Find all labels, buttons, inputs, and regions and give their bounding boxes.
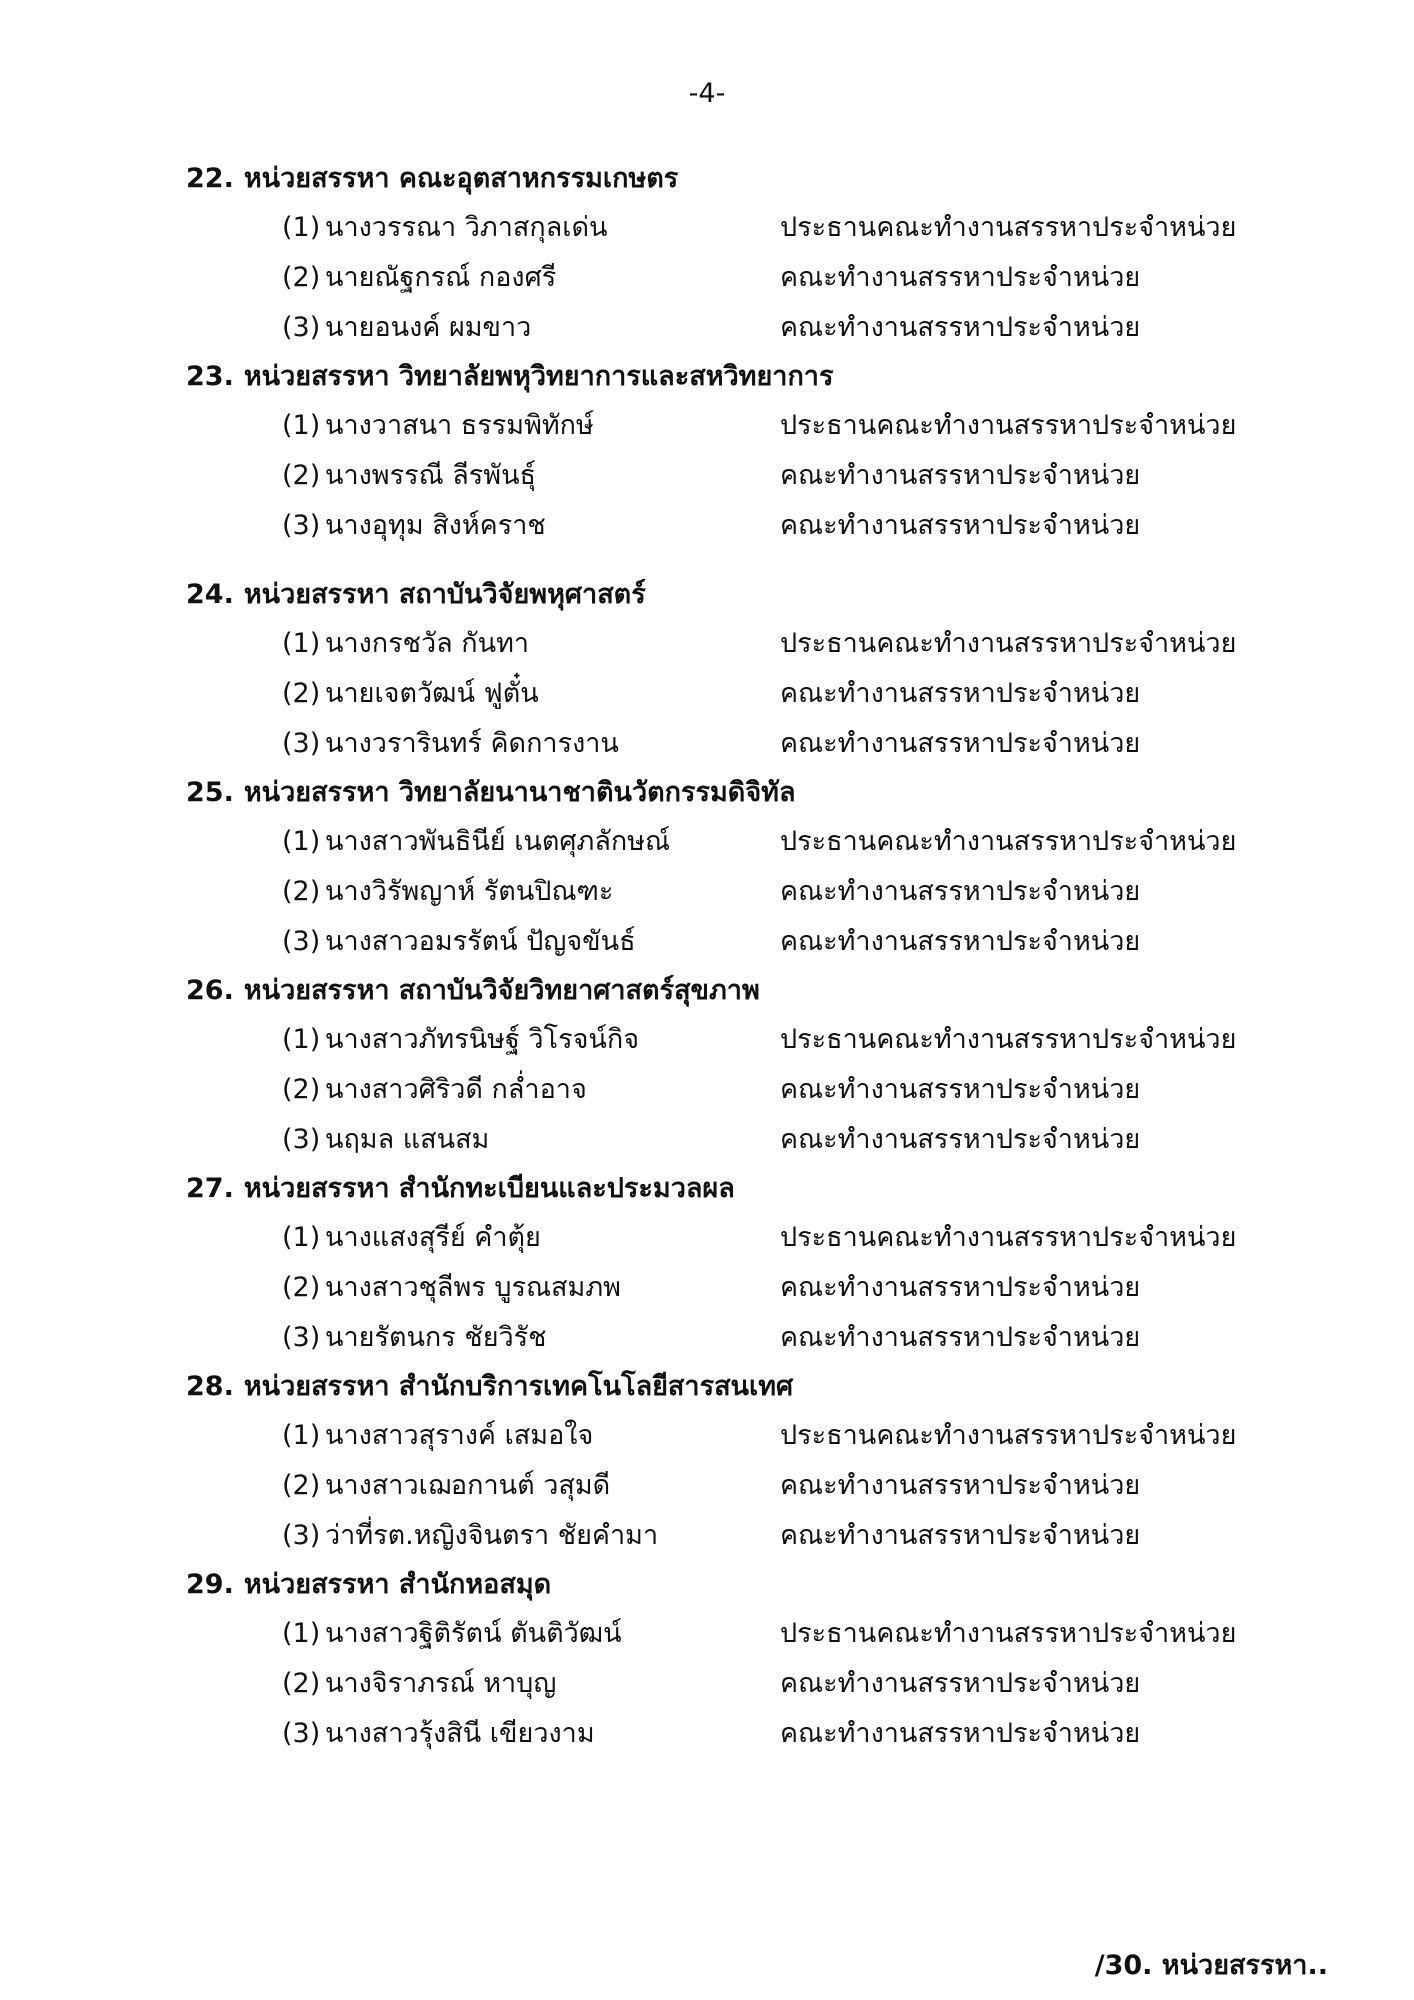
member-name: นางสาวสุรางค์ เสมอใจ — [325, 1420, 594, 1451]
member-index: (1) — [282, 628, 321, 659]
member-name: นฤมล แสนสม — [325, 1124, 490, 1155]
member-name: นางกรชวัล กันทา — [325, 628, 530, 659]
member-role: ประธานคณะทำงานสรรหาประจำหน่วย — [780, 826, 1237, 857]
member-row — [186, 1411, 1326, 1461]
member-name: นางวิรัพญาห์ รัตนปิณฑะ — [325, 876, 614, 907]
section-heading: หน่วยสรรหา สำนักหอสมุด — [243, 1569, 552, 1600]
section-title — [186, 967, 1326, 1015]
member-role: ประธานคณะทำงานสรรหาประจำหน่วย — [780, 1024, 1237, 1055]
member-index: (2) — [282, 1470, 321, 1501]
member-index: (3) — [282, 1520, 321, 1551]
member-row — [186, 1511, 1326, 1561]
section-title — [186, 1561, 1326, 1609]
member-row — [186, 1313, 1326, 1363]
member-role: คณะทำงานสรรหาประจำหน่วย — [780, 678, 1141, 709]
member-index: (1) — [282, 1024, 321, 1055]
member-role: คณะทำงานสรรหาประจำหน่วย — [780, 460, 1141, 491]
section-24 — [186, 571, 1326, 769]
member-row — [186, 817, 1326, 867]
section-27 — [186, 1165, 1326, 1363]
section-title — [186, 1363, 1326, 1411]
member-role: ประธานคณะทำงานสรรหาประจำหน่วย — [780, 1420, 1237, 1451]
section-title — [186, 353, 1326, 401]
section-heading: หน่วยสรรหา สถาบันวิจัยวิทยาศาสตร์สุขภาพ — [243, 975, 760, 1006]
member-index: (3) — [282, 1322, 321, 1353]
member-index: (2) — [282, 262, 321, 293]
section-number: 24. — [186, 579, 234, 610]
section-list — [186, 155, 1326, 1759]
member-role: คณะทำงานสรรหาประจำหน่วย — [780, 1322, 1141, 1353]
member-name: นางสาวฐิติรัตน์ ตันติวัฒน์ — [325, 1618, 622, 1649]
member-row — [186, 669, 1326, 719]
member-role: คณะทำงานสรรหาประจำหน่วย — [780, 1074, 1141, 1105]
section-heading: หน่วยสรรหา วิทยาลัยนานาชาตินวัตกรรมดิจิทัล — [243, 777, 796, 808]
member-name: นางวาสนา ธรรมพิทักษ์ — [325, 410, 594, 441]
member-role: คณะทำงานสรรหาประจำหน่วย — [780, 1520, 1141, 1551]
member-index: (2) — [282, 876, 321, 907]
member-index: (3) — [282, 510, 321, 541]
section-heading: หน่วยสรรหา สถาบันวิจัยพหุศาสตร์ — [243, 579, 646, 610]
member-row — [186, 867, 1326, 917]
member-index: (2) — [282, 678, 321, 709]
member-row — [186, 401, 1326, 451]
member-row — [186, 1213, 1326, 1263]
section-29 — [186, 1561, 1326, 1759]
member-row — [186, 719, 1326, 769]
member-role: ประธานคณะทำงานสรรหาประจำหน่วย — [780, 1222, 1237, 1253]
member-row — [186, 1115, 1326, 1165]
member-role: คณะทำงานสรรหาประจำหน่วย — [780, 1718, 1141, 1749]
section-title — [186, 155, 1326, 203]
section-heading: หน่วยสรรหา สำนักทะเบียนและประมวลผล — [243, 1173, 735, 1204]
member-role: คณะทำงานสรรหาประจำหน่วย — [780, 1668, 1141, 1699]
member-index: (3) — [282, 1718, 321, 1749]
member-index: (1) — [282, 1222, 321, 1253]
member-index: (1) — [282, 826, 321, 857]
member-name: นางวรรณา วิภาสกุลเด่น — [325, 212, 608, 243]
member-name: นางวรารินทร์ คิดการงาน — [325, 728, 619, 759]
member-name: นางอุทุม สิงห์คราช — [325, 510, 546, 541]
member-index: (1) — [282, 410, 321, 441]
member-row — [186, 1461, 1326, 1511]
member-name: นางพรรณี ลีรพันธุ์ — [325, 460, 537, 491]
member-index: (1) — [282, 212, 321, 243]
member-role: คณะทำงานสรรหาประจำหน่วย — [780, 262, 1141, 293]
member-row — [186, 619, 1326, 669]
section-heading: หน่วยสรรหา สำนักบริการเทคโนโลยีสารสนเทศ — [243, 1371, 794, 1402]
member-index: (2) — [282, 1668, 321, 1699]
section-heading: หน่วยสรรหา คณะอุตสาหกรรมเกษตร — [243, 163, 679, 194]
member-row — [186, 303, 1326, 353]
section-number: 27. — [186, 1173, 234, 1204]
section-number: 26. — [186, 975, 234, 1006]
section-23 — [186, 353, 1326, 551]
member-name: นายณัฐกรณ์ กองศรี — [325, 262, 557, 293]
member-row — [186, 1609, 1326, 1659]
member-role: คณะทำงานสรรหาประจำหน่วย — [780, 1124, 1141, 1155]
member-name: นางแสงสุรีย์ คำตุ้ย — [325, 1222, 541, 1253]
member-name: นางสาวพันธินีย์ เนตศุภลักษณ์ — [325, 826, 671, 857]
member-row — [186, 1709, 1326, 1759]
member-name: นางสาวเฌอกานต์ วสุมดี — [325, 1470, 611, 1501]
page-number: -4- — [688, 78, 726, 109]
member-row — [186, 203, 1326, 253]
member-row — [186, 1659, 1326, 1709]
member-role: ประธานคณะทำงานสรรหาประจำหน่วย — [780, 628, 1237, 659]
continuation-note: /30. หน่วยสรรหา.. — [1094, 1950, 1328, 1981]
member-row — [186, 1263, 1326, 1313]
section-number: 25. — [186, 777, 234, 808]
section-title — [186, 769, 1326, 817]
member-index: (3) — [282, 312, 321, 343]
member-name: นางสาวรุ้งสินี เขียวงาม — [325, 1718, 595, 1749]
section-number: 28. — [186, 1371, 234, 1402]
member-index: (3) — [282, 926, 321, 957]
member-role: ประธานคณะทำงานสรรหาประจำหน่วย — [780, 212, 1237, 243]
member-role: คณะทำงานสรรหาประจำหน่วย — [780, 926, 1141, 957]
section-title — [186, 571, 1326, 619]
member-row — [186, 253, 1326, 303]
section-title — [186, 1165, 1326, 1213]
member-row — [186, 917, 1326, 967]
section-number: 22. — [186, 163, 234, 194]
section-26 — [186, 967, 1326, 1165]
member-role: ประธานคณะทำงานสรรหาประจำหน่วย — [780, 410, 1237, 441]
member-name: นางจิราภรณ์ หาบุญ — [325, 1668, 557, 1699]
member-role: คณะทำงานสรรหาประจำหน่วย — [780, 1272, 1141, 1303]
member-role: คณะทำงานสรรหาประจำหน่วย — [780, 1470, 1141, 1501]
member-role: คณะทำงานสรรหาประจำหน่วย — [780, 312, 1141, 343]
member-index: (3) — [282, 728, 321, 759]
member-name: นายรัตนกร ชัยวิรัช — [325, 1322, 547, 1353]
member-row — [186, 1065, 1326, 1115]
member-name: ว่าที่รต.หญิงจินตรา ชัยคำมา — [325, 1520, 659, 1551]
member-index: (2) — [282, 1272, 321, 1303]
member-index: (2) — [282, 1074, 321, 1105]
member-row — [186, 451, 1326, 501]
member-index: (2) — [282, 460, 321, 491]
member-name: นางสาวภัทรนิษฐ์ วิโรจน์กิจ — [325, 1024, 640, 1055]
member-index: (1) — [282, 1420, 321, 1451]
section-number: 29. — [186, 1569, 234, 1600]
member-name: นายอนงค์ ผมขาว — [325, 312, 532, 343]
member-role: ประธานคณะทำงานสรรหาประจำหน่วย — [780, 1618, 1237, 1649]
section-25 — [186, 769, 1326, 967]
member-role: คณะทำงานสรรหาประจำหน่วย — [780, 876, 1141, 907]
member-name: นางสาวอมรรัตน์ ปัญจขันธ์ — [325, 926, 636, 957]
section-number: 23. — [186, 361, 234, 392]
member-role: คณะทำงานสรรหาประจำหน่วย — [780, 728, 1141, 759]
member-row — [186, 1015, 1326, 1065]
section-heading: หน่วยสรรหา วิทยาลัยพหุวิทยาการและสหวิทยาการ — [243, 361, 834, 392]
member-row — [186, 501, 1326, 551]
member-index: (1) — [282, 1618, 321, 1649]
member-name: นางสาวศิริวดี กล่ำอาจ — [325, 1074, 587, 1105]
member-role: คณะทำงานสรรหาประจำหน่วย — [780, 510, 1141, 541]
section-28 — [186, 1363, 1326, 1561]
member-index: (3) — [282, 1124, 321, 1155]
section-22 — [186, 155, 1326, 353]
member-name: นายเจตวัฒน์ ฟูตั๋น — [325, 678, 539, 709]
member-name: นางสาวชุลีพร บูรณสมภพ — [325, 1272, 621, 1303]
